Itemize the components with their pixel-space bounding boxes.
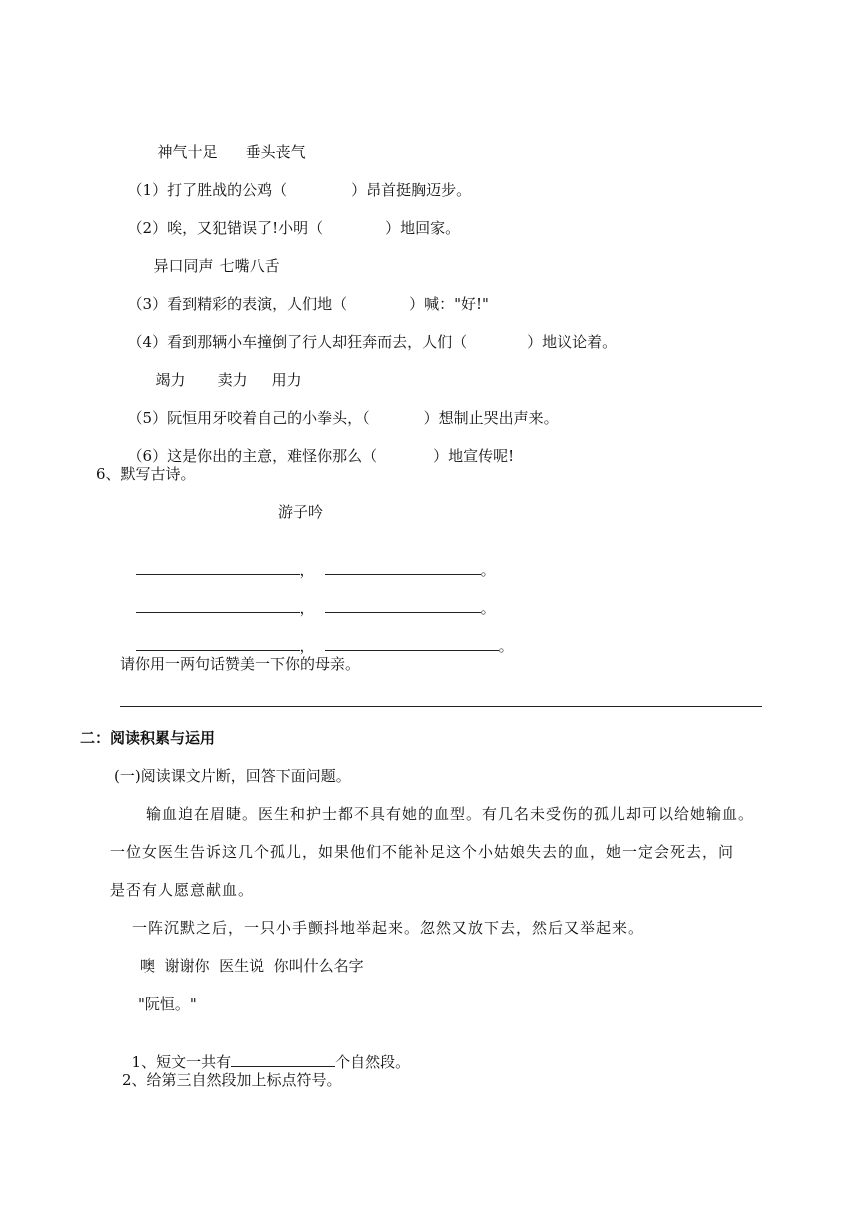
passage-line: 一位女医生告诉这几个孤儿，如果他们不能补足这个小姑娘失去的血，她一定会死去，问: [110, 843, 735, 861]
passage-line: 噢 谢谢你 医生说 你叫什么名字: [140, 957, 364, 975]
question-4: [118, 312, 617, 352]
punctuation: ，: [299, 637, 315, 655]
question-text: ）喊："好!": [409, 295, 489, 313]
passage-line: "阮恒。": [138, 995, 197, 1013]
question-number: （6）: [127, 447, 168, 465]
poem-title: 游子吟: [278, 503, 324, 521]
question-text: 打了胜战的公鸡（: [167, 181, 288, 199]
question-text: ）昂首挺胸迈步。: [351, 181, 472, 199]
question-text: 这是你出的主意，难怪你那么（: [167, 447, 378, 465]
word-option: 异口同声: [153, 257, 214, 275]
punctuation: ，: [299, 599, 315, 617]
punctuation: ，: [299, 561, 315, 579]
question-number: （5）: [127, 409, 168, 427]
question-text: 唉，又犯错误了!小明（: [167, 219, 324, 237]
praise-answer-line[interactable]: [120, 706, 762, 707]
poem-blank[interactable]: [136, 598, 300, 613]
punctuation: 。: [498, 637, 514, 655]
question-text: ）地回家。: [385, 219, 461, 237]
question-number: （3）: [127, 295, 168, 313]
word-option: 垂头丧气: [245, 143, 306, 161]
question-text: 看到精彩的表演，人们地（: [167, 295, 348, 313]
word-group-2: [144, 236, 280, 276]
word-option: 神气十足: [157, 143, 218, 161]
part-heading: 二：阅读积累与运用: [80, 729, 216, 747]
passage-line: 输血迫在眉睫。医生和护士都不具有她的血型。有几名未受伤的孤儿却可以给她输血。: [146, 805, 755, 823]
question-text: 阮恒用牙咬着自己的小拳头，（: [167, 409, 370, 427]
answer-blank[interactable]: [231, 1052, 335, 1067]
word-option: 用力: [271, 371, 302, 389]
poem-line-3: [126, 616, 514, 656]
poem-line-2: [126, 578, 496, 618]
question-text: ）地议论着。: [527, 333, 618, 351]
poem-blank[interactable]: [136, 560, 300, 575]
word-option: 竭力: [155, 371, 186, 389]
subsection-title: (一)阅读课文片断，回答下面问题。: [114, 767, 351, 785]
word-group-3: [146, 350, 302, 390]
passage-line: 一阵沉默之后，一只小手颤抖地举起来。忽然又放下去，然后又举起来。: [132, 919, 645, 937]
word-option: 卖力: [217, 371, 248, 389]
punctuation: 。: [480, 599, 496, 617]
question-6: [118, 426, 514, 466]
poem-blank[interactable]: [325, 560, 481, 575]
question-number: （1）: [127, 181, 168, 199]
question-1: [118, 160, 471, 200]
question-text: 1、短文一共有: [131, 1053, 232, 1071]
question-text: 个自然段。: [335, 1053, 411, 1071]
punctuation: 。: [480, 561, 496, 579]
question-3: [118, 274, 489, 314]
reading-question-1: [122, 1032, 410, 1072]
reading-question-2: 2、给第三自然段加上标点符号。: [122, 1071, 342, 1089]
question-number: （4）: [127, 333, 168, 351]
word-group-1: [148, 122, 306, 162]
question-text: 看到那辆小车撞倒了行人却狂奔而去，人们（: [167, 333, 468, 351]
poem-blank[interactable]: [325, 598, 481, 613]
question-text: ）想制止哭出声来。: [423, 409, 559, 427]
question-number: （2）: [127, 219, 168, 237]
word-option: 七嘴八舌: [219, 257, 280, 275]
question-5: [118, 388, 559, 428]
poem-blank[interactable]: [325, 636, 499, 651]
praise-prompt: 请你用一两句话赞美一下你的母亲。: [120, 655, 361, 673]
poem-line-1: [126, 540, 496, 580]
section-title: 6、默写古诗。: [96, 465, 196, 483]
question-text: ）地宣传呢!: [433, 447, 515, 465]
passage-line: 是否有人愿意献血。: [110, 881, 255, 899]
question-2: [118, 198, 460, 238]
poem-blank[interactable]: [136, 636, 300, 651]
